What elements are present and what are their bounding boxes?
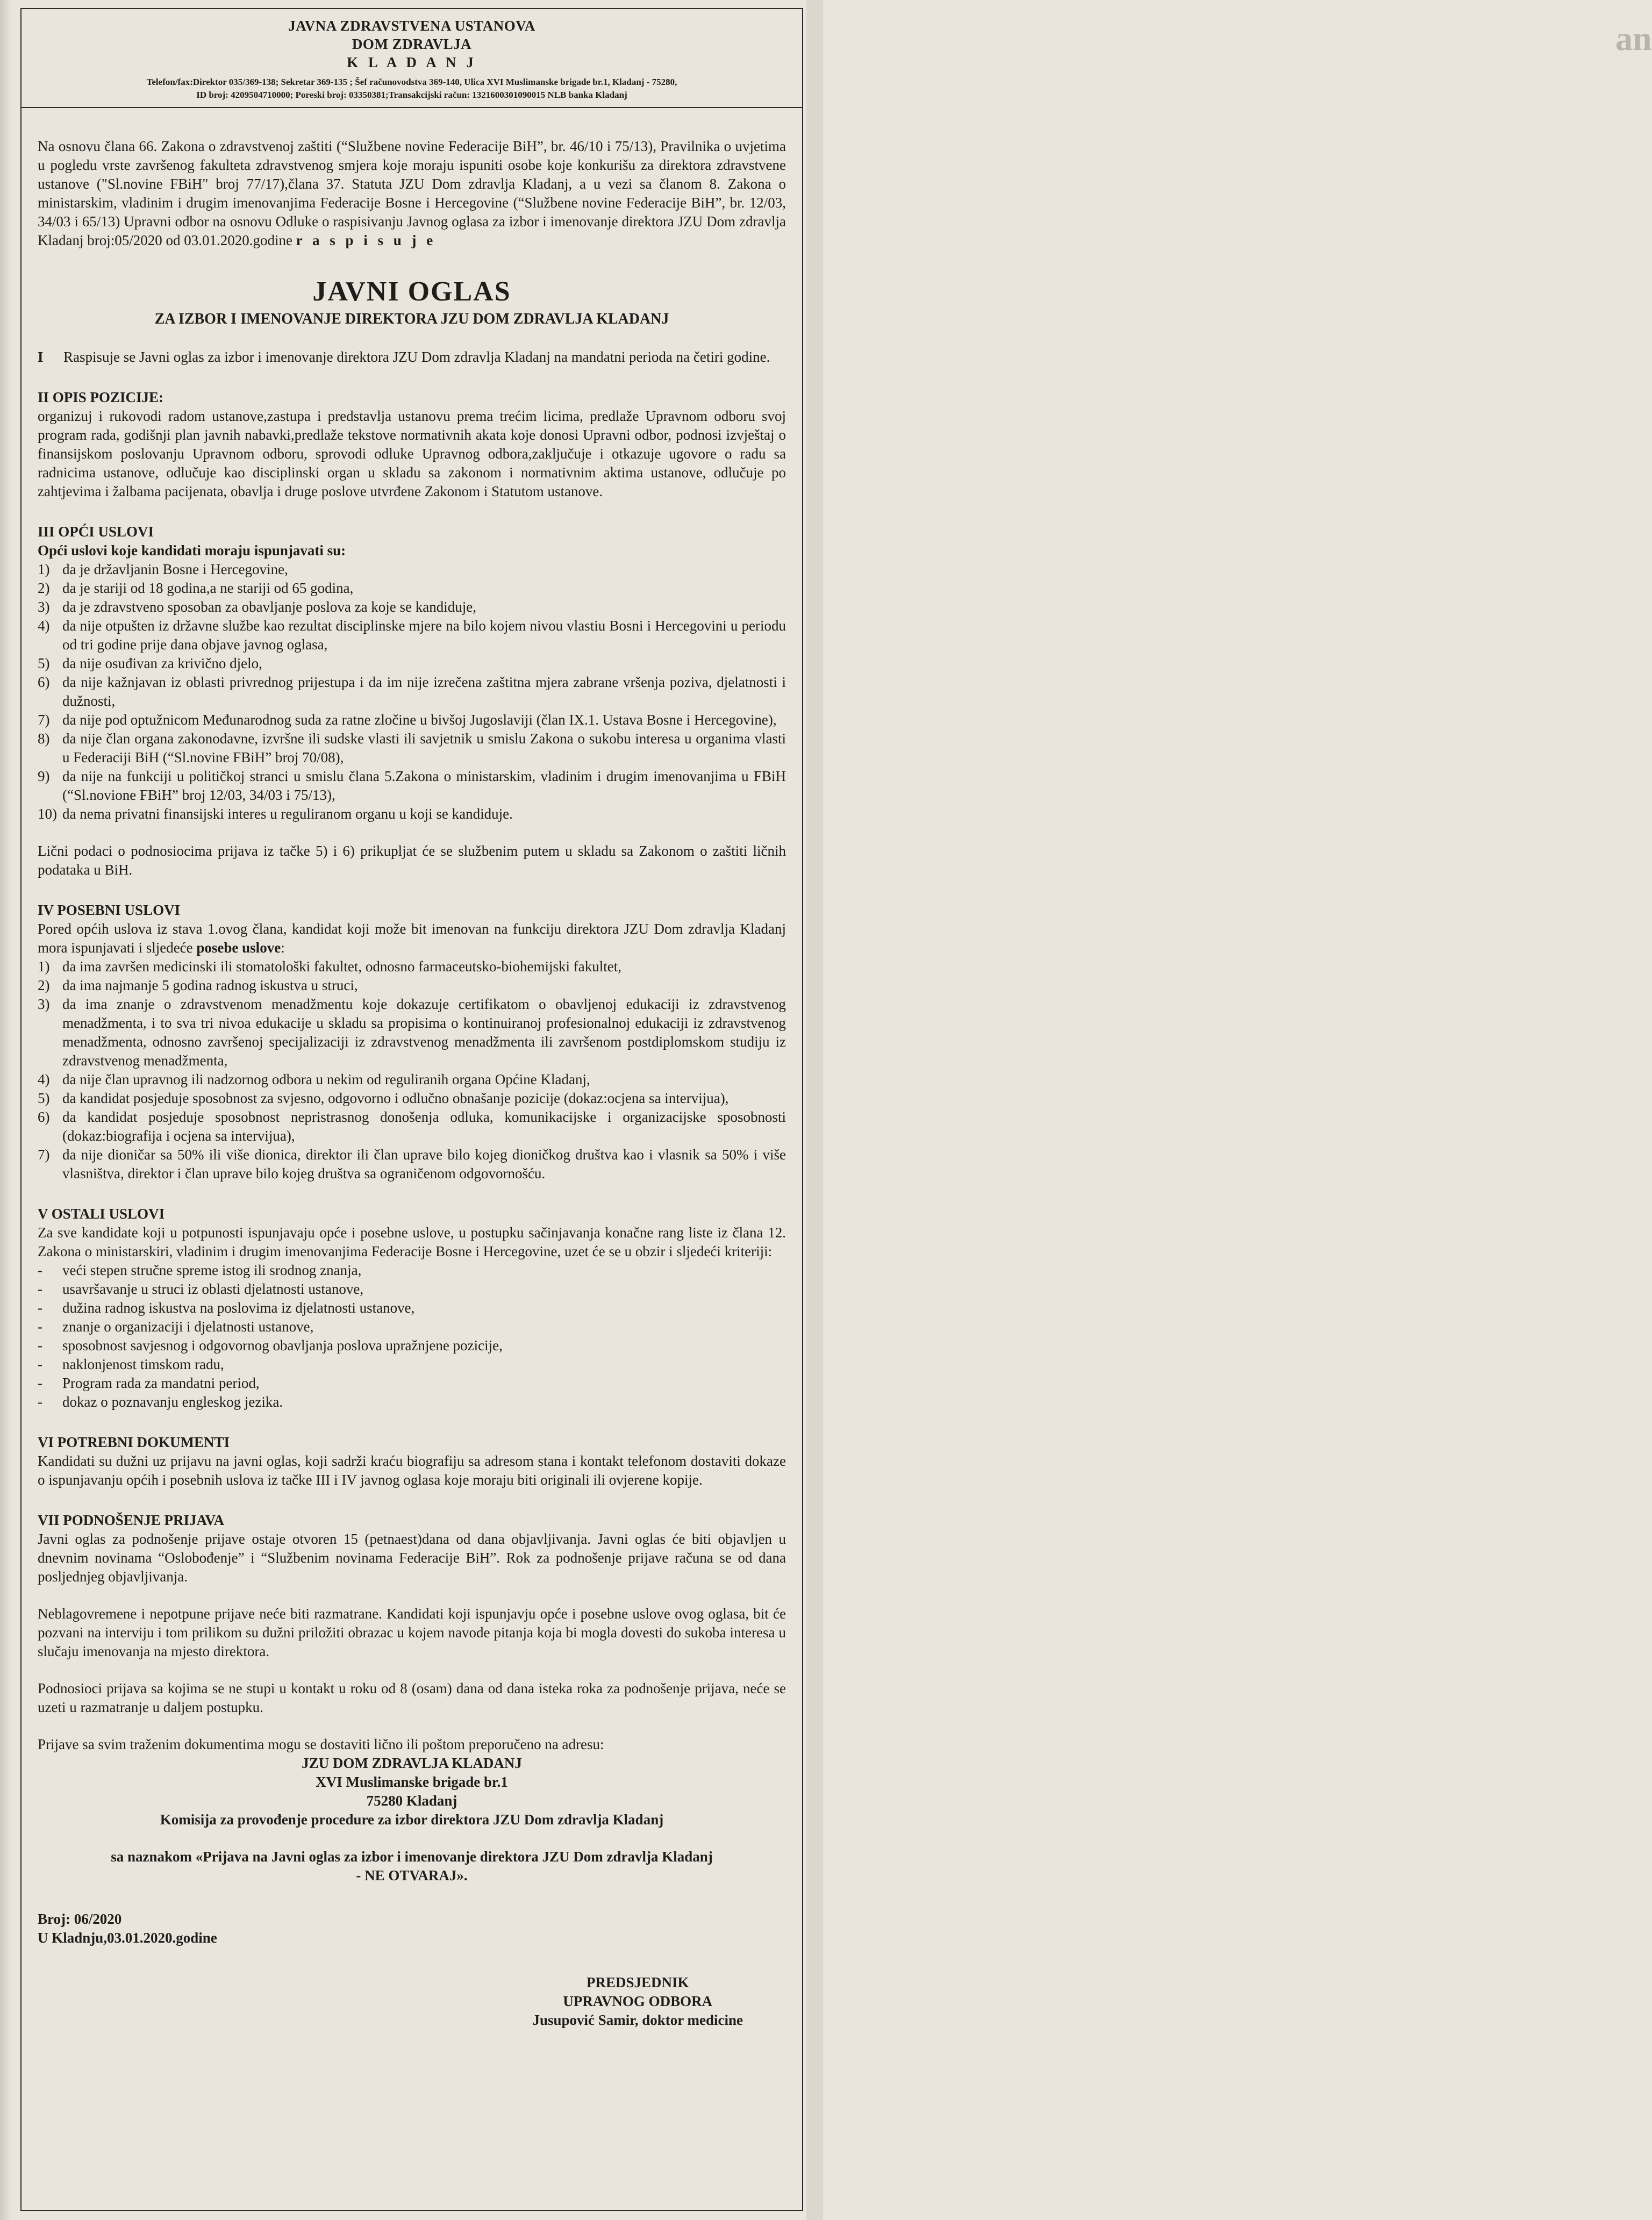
section-4-intro: Pored općih uslova iz stava 1.ovog člana, kandidat koji može bit imenovan na funkciju direktora JZU Dom zdravlja Kladanj mora ispunjavati i sljedeće posebe uslove:	[38, 921, 786, 956]
list-item: - sposobnost savjesnog i odgovornog obavljanja poslova upražnjene pozicije,	[38, 1337, 503, 1354]
page-edge-shadow	[0, 0, 12, 2220]
institution-subname: DOM ZDRAVLJA	[352, 36, 472, 52]
list-item: - naklonjenost timskom radu,	[38, 1356, 224, 1372]
ad-body	[38, 137, 786, 2050]
contact-line-phones: Telefon/fax:Direktor 035/369-138; Sekretar 369-135 ; Šef računovodstva 369-140, Ulica XVI Muslimanske brigade br.1, Kladanj - 75280,	[146, 77, 677, 87]
list-item: 7) da nije pod optužnicom Međunarodnog suda za ratne zločine u bivšoj Jugoslaviji (član IX.1. Ustava Bosne i Hercegovine),	[38, 712, 777, 728]
list-item: 3) da je zdravstveno sposoban za obavljanje poslova za koje se kandiduje,	[38, 599, 477, 615]
list-item: 1) da ima završen medicinski ili stomatološki fakultet, odnosno farmaceutsko-biohemijski fakultet,	[38, 958, 622, 975]
list-item: - usavršavanje u struci iz oblasti djelatnosti ustanove,	[38, 1281, 364, 1297]
bleed-through-text: an	[1615, 19, 1652, 58]
reference-block	[38, 1910, 217, 1947]
list-item: 5) da kandidat posjeduje sposobnost za svjesno, odgovorno i odlučno obnašanje pozicije (dokaz:ocjena sa intervijua),	[38, 1090, 729, 1106]
section-2-text: organizuj i rukovodi radom ustanove,zastupa i predstavlja ustanovu prema trećim licima, predlaže Upravnom odboru svoj program rada, godišnji plan javnih nabavki,predlaže tekstove normativnih akata koje donosi Upravni odbor, podnosi izvještaj o finansijskom poslovanju Upravnom odboru, sprovodi odluke Upravnog odbora,zaključuje i otkazuje ugovore o radu sa radnicima ustanove, odlučuje kao disciplinski organ u skladu sa zakonom i normativnim aktima ustanove, odlučuje po zahtjevima i žalbama pacijenata, obavlja i druge poslove utvrđene Zakonom i Statutom ustanove.	[38, 408, 786, 499]
intro-text: Na osnovu člana 66. Zakona o zdravstvenoj zaštiti (“Službene novine Federacije BiH”, br. 46/10 i 75/13), Pravilnika o uvjetima u pogledu vrste završenog fakulteta zdravstvenog smjera koje moraju ispuniti osobe koje konkurišu za direktora zdravstvene ustanove ("Sl.novine FBiH" broj 77/17),člana 37. Statuta JZU Dom zdravlja Kladanj, a u vezi sa članom 8. Zakona o ministarskim, vladinim i drugim imenovanjima Federacije Bosne i Hercegovine (“Službene novine Federacije BiH”, br. 12/03, 34/03 i 65/13) Upravni odbor na osnovu Odluke o raspisivanju Javnog oglasa za izbor i imenovanje direktora JZU Dom zdravlja Kladanj broj:05/2020 od 03.01.2020.godine	[38, 138, 786, 248]
section-7-heading: VII PODNOŠENJE PRIJAVA	[38, 1512, 225, 1528]
signatory-title: PREDSJEDNIK	[586, 1974, 689, 1990]
section-4-heading: IV POSEBNI USLOVI	[38, 902, 181, 918]
list-item: 5) da nije osuđivan za krivično djelo,	[38, 655, 262, 671]
institution-city: K L A D A N J	[347, 54, 477, 70]
general-conditions-list	[38, 560, 786, 823]
section-1	[38, 348, 786, 367]
special-conditions-list	[38, 957, 786, 1183]
envelope-marker-line-2: - NE OTVARAJ».	[356, 1867, 468, 1884]
intro-paragraph	[38, 137, 786, 250]
section-7-paragraph-2: Neblagovremene i nepotpune prijave neće biti razmatrane. Kandidati koji ispunjavju opće i posebne uslove ovog oglasa, bit će pozvani na interviju i tom prilikom su dužni priložiti obrazac u kojem navode pitanja koja bi mogla dovesti do sukoba interesa u slučaju imenovanja na mjesto direktora.	[38, 1606, 786, 1659]
list-item: 10) da nema privatni finansijski interes u reguliranom organu u koji se kandiduje.	[38, 806, 513, 822]
list-item: - veći stepen stručne spreme istog ili srodnog znanja,	[38, 1262, 362, 1278]
page-title: JAVNI OGLAS	[312, 276, 511, 307]
section-5-heading: V OSTALI USLOVI	[38, 1206, 165, 1222]
signature-block	[532, 1973, 743, 2030]
address-line-4: Komisija za provođenje procedure za izbor direktora JZU Dom zdravlja Kladanj	[160, 1811, 664, 1828]
address-line-3: 75280 Kladanj	[366, 1793, 457, 1809]
address-line-2: XVI Muslimanske brigade br.1	[316, 1774, 508, 1790]
page-subtitle: ZA IZBOR I IMENOVANJE DIREKTORA JZU DOM ZDRAVLJA KLADANJ	[154, 311, 669, 327]
footer	[38, 1910, 786, 2050]
section-7-paragraph-4: Prijave sa svim traženim dokumentima mogu se dostaviti lično ili poštom preporučeno na adresu:	[38, 1736, 604, 1752]
list-item: - Program rada za mandatni period,	[38, 1375, 260, 1391]
signatory-name: Jusupović Samir, doktor medicine	[532, 2012, 743, 2028]
section-5-intro: Za sve kandidate koji u potpunosti ispunjavaju opće i posebne uslove, u postupku sačinjavanja konačne rang liste iz člana 12. Zakona o ministarskiri, vladinim i drugim imenovanjima Federacije Bosne i Hercegovine, uzet će se u obzir i sljedeći kriteriji:	[38, 1224, 786, 1259]
list-item: - dokaz o poznavanju engleskog jezika.	[38, 1394, 283, 1410]
section-7-paragraph-3: Podnosioci prijava sa kojima se ne stupi u kontakt u roku od 8 (osam) dana od dana isteka roka za podnošenje prijava, neće se uzeti u razmatranje u daljem postupku.	[38, 1680, 786, 1715]
list-item: 9) da nije na funkciji u političkoj stranci u smislu člana 5.Zakona o ministarskim, vladinim i drugim imenovanjima u FBiH (“Sl.novione FBiH” broj 12/03, 34/03 i 75/13),	[38, 768, 786, 803]
envelope-marker-line-1: sa naznakom «Prijava na Javni oglas za izbor i imenovanje direktora JZU Dom zdravlja Kladanj	[111, 1849, 713, 1865]
list-item: - znanje o organizaciji i djelatnosti ustanove,	[38, 1319, 314, 1335]
section-3-heading: III OPĆI USLOVI	[38, 524, 154, 540]
section-2-heading: II OPIS POZICIJE:	[38, 389, 164, 405]
ad-content	[38, 17, 786, 2050]
list-item: 2) da ima najmanje 5 godina radnog iskustva u struci,	[38, 977, 358, 993]
delivery-address	[38, 1754, 786, 1829]
list-item: - dužina radnog iskustva na poslovima iz djelatnosti ustanove,	[38, 1300, 415, 1316]
list-item: 3) da ima znanje o zdravstvenom menadžmentu koje dokazuje certifikatom o obavljenoj edukaciji iz zdravstvenog menadžmenta, i to sva tri nivoa edukacije u skladu sa propisima o kontinuiranoj profesionalnoj edukaciji iz zdravstvenog menadžmenta, odnosno završenoj specijalizaciji iz zdravstvenog menadžmenta ili završenom postdiplomskom studiju iz zdravstvenog menadžmenta,	[38, 996, 786, 1069]
criteria-list	[38, 1261, 786, 1412]
personal-data-note: Lični podaci o podnosiocima prijava iz tačke 5) i 6) prikupljat će se službenim putem u skladu sa Zakonom o zaštiti ličnih podataka u BiH.	[38, 843, 786, 878]
address-line-1: JZU DOM ZDRAVLJA KLADANJ	[302, 1755, 522, 1771]
section-7-paragraph-1: Javni oglas za podnošenje prijave ostaje otvoren 15 (petnaest)dana od dana objavljivanja. Javni oglas će biti objavljen u dnevnim novinama “Oslobođenje” i “Službenim novinama Federacije BiH”. Rok za podnošenje prijave računa se od dana posljednjeg objavljivanja.	[38, 1531, 786, 1585]
contact-info	[38, 76, 786, 102]
list-item: 8) da nije član organa zakonodavne, izvršne ili sudske vlasti ili savjetnik u smislu Zakona o sukobu interesa u organima vlasti u Federaciji BiH (“Sl.novine FBiH” broj 70/08),	[38, 731, 786, 765]
list-item: 6) da nije kažnjavan iz oblasti privrednog prijestupa i da im nije izrečena zaštitna mjera zabrane vršenja poziva, djelatnosti i dužnosti,	[38, 674, 786, 709]
section-6-text: Kandidati su dužni uz prijavu na javni oglas, koji sadrži kraću biografiju sa adresom stana i kontakt telefonom dostaviti dokaze o ispunjavanju općih i posebnih uslova iz tačke III i IV javnog oglasa koje moraju biti originali ili ovjerene kopije.	[38, 1453, 786, 1488]
list-item: 2) da je stariji od 18 godina,a ne stariji od 65 godina,	[38, 580, 354, 596]
intro-raspisuje: r a s p i s u j e	[296, 232, 437, 248]
institution-header	[38, 17, 786, 71]
reference-number: Broj: 06/2020	[38, 1911, 122, 1927]
list-item: 1) da je državljanin Bosne i Hercegovine,	[38, 561, 288, 577]
job-ad-box	[20, 8, 803, 2211]
list-item: 4) da nije član upravnog ili nadzornog odbora u nekim od reguliranih organa Općine Kladanj,	[38, 1071, 590, 1087]
list-item: 6) da kandidat posjeduje sposobnost nepristrasnog donošenja odluka, komunikacijske i organizacijske sposobnosti (dokaz:biografija i ocjena sa intervijua),	[38, 1109, 786, 1144]
list-item: 7) da nije dioničar sa 50% ili više dionica, direktor ili član uprave bilo kojeg dioničkog društva kao i vlasnik sa 50% i više vlasništva, direktor i član uprave bilo kojeg društva sa ograničenom odgovornošću.	[38, 1147, 786, 1181]
header-divider	[22, 107, 802, 108]
signatory-body: UPRAVNOG ODBORA	[563, 1993, 713, 2009]
adjacent-page-strip	[806, 0, 1652, 2220]
place-and-date: U Kladnju,03.01.2020.godine	[38, 1930, 217, 1946]
envelope-marker	[38, 1847, 786, 1885]
section-6-heading: VI POTREBNI DOKUMENTI	[38, 1434, 230, 1450]
institution-name: JAVNA ZDRAVSTVENA USTANOVA	[288, 18, 535, 34]
list-item: 4) da nije otpušten iz državne službe kao rezultat disciplinske mjere na bilo kojem nivou vlastiu Bosni i Hercegovini u periodu od tri godine prije dana objave javnog oglasa,	[38, 618, 786, 653]
section-1-number: I	[38, 349, 44, 365]
section-3-subheading: Opći uslovi koje kandidati moraju ispunjavati su:	[38, 542, 346, 558]
contact-line-ids: ID broj: 4209504710000; Poreski broj: 03350381;Transakcijski račun: 1321600301090015 NLB banka Kladanj	[196, 90, 627, 100]
section-1-text: Raspisuje se Javni oglas za izbor i imenovanje direktora JZU Dom zdravlja Kladanj na mandatni perioda na četiri godine.	[63, 349, 770, 365]
